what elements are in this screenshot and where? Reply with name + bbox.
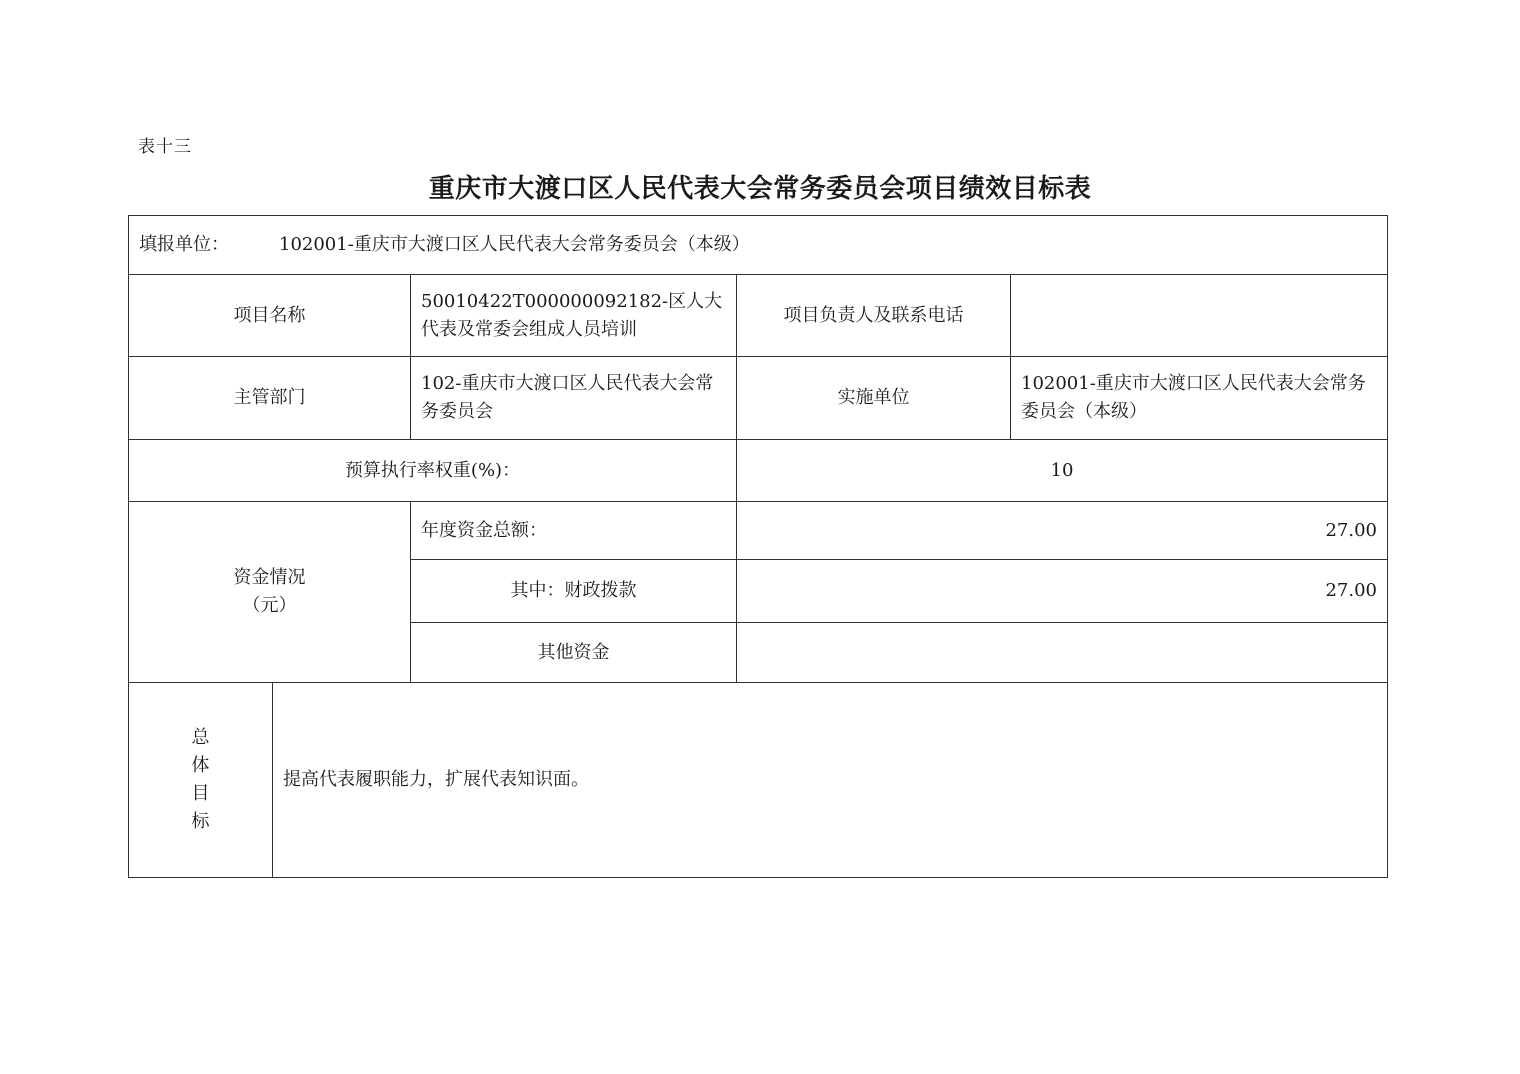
annual-total-value: 27.00 [737, 502, 1388, 560]
fiscal-value: 27.00 [737, 560, 1388, 623]
table-row [129, 440, 1388, 502]
impl-unit-label: 实施单位 [737, 357, 1011, 440]
budget-weight-label: 预算执行率权重(%)： [129, 440, 737, 502]
project-lead-value [1011, 275, 1388, 357]
page-title: 重庆市大渡口区人民代表大会常务委员会项目绩效目标表 [428, 174, 1092, 204]
reporting-unit-cell [129, 216, 1388, 275]
other-funds-label: 其他资金 [411, 623, 737, 683]
reporting-unit-label: 填报单位： [139, 234, 229, 255]
table-row [129, 502, 1388, 560]
overall-goal-label [129, 683, 273, 878]
performance-target-table [128, 215, 1388, 878]
goal-label-char: 目 [191, 783, 210, 804]
funds-label-line2: （元） [242, 595, 297, 616]
reporting-unit-value: 102001-重庆市大渡口区人民代表大会常务委员会（本级） [279, 234, 750, 255]
project-lead-label: 项目负责人及联系电话 [737, 275, 1011, 357]
table-number-label: 表十三 [138, 137, 192, 157]
impl-unit-value: 102001-重庆市大渡口区人民代表大会常务委员会（本级） [1011, 357, 1388, 440]
dept-value: 102-重庆市大渡口区人民代表大会常务委员会 [411, 357, 737, 440]
project-name-label: 项目名称 [129, 275, 411, 357]
dept-label: 主管部门 [129, 357, 411, 440]
goal-label-char: 总 [191, 727, 210, 748]
fiscal-label: 其中：财政拨款 [411, 560, 737, 623]
budget-weight-value: 10 [737, 440, 1388, 502]
goal-label-char: 体 [191, 755, 210, 776]
annual-total-label: 年度资金总额： [411, 502, 737, 560]
funds-label [129, 502, 411, 683]
table-row [129, 275, 1388, 357]
table-row [129, 216, 1388, 275]
goal-label-char: 标 [191, 811, 210, 832]
overall-goal-value: 提高代表履职能力，扩展代表知识面。 [273, 683, 1388, 878]
project-name-value: 50010422T000000092182-区人大代表及常委会组成人员培训 [411, 275, 737, 357]
table-row [129, 357, 1388, 440]
table-row [129, 683, 1388, 878]
funds-label-line1: 资金情况 [233, 567, 306, 588]
other-funds-value [737, 623, 1388, 683]
